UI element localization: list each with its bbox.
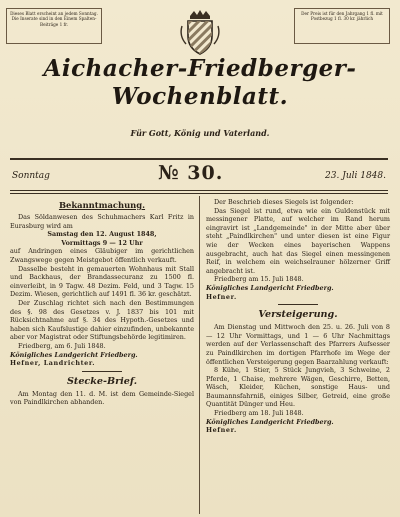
auction-time: Vormittags 9 — 12 Uhr [61,238,143,247]
masthead-title-line1: Aichacher-Friedberger- [43,55,357,82]
right-column [206,198,390,435]
issue-day: Sonntag [12,171,50,181]
header-rule-top [10,158,388,160]
notice-text: Am Dienstag und Mittwoch den 25. u. 26. Juli von 8 — 12 Uhr Vormittags, und 1 — 6 Uhr Nachmittags werden auf der Verlassenschaft des Pfarrers Aufsesser zu Paindlkirchen im dortigen Pfarrhofe im Wege der öffentlichen Versteigerung gegen Baarzahlung verkauft: [206,323,390,366]
notice-place-date: Friedberg, am 6. Juli 1848. [18,341,106,350]
separator [278,304,318,305]
notice-place-date: Friedberg am 15. Juli 1848. [214,275,304,284]
notice-heading: Bekanntmachung. [58,200,146,210]
notice-text: Dasselbe besteht in gemauerten Wohnhaus mit Stall und Backhaus, der Brandassecuranz zu 1500 fl. einverleibt, in 9 Tagw. 48 Dezim. Feld, und 3 Tagw. 15 Dezim. Wiesen, gerichtlich auf 1491 fl. 36 kr. geschätzt. [10,264,194,299]
notice-heading: Versteigerung. [258,309,338,321]
notice-text: auf Andringen eines Gläubiger im gerichtlichen Zwangswege gegen Meistgebot öffentlich verkauft. [10,247,194,264]
notice-text: 8 Kühe, 1 Stier, 5 Stück Jungvieh, 3 Schweine, 2 Pferde, 1 Chaise, mehrere Wägen, Geschirre, Betten, Wäsch, Kleider, Küchen, sonstige Haus- und Baumannsfahrniß, einiges Silber, Getreid, eine große Quantität Dünger und Heu. [206,366,390,409]
notice-text: Der Zuschlag richtet sich nach den Bestimmungen des §. 98 des Gesetzes v. J. 1837 bis 101 mit Rücksichtnahme auf §. 34 des Hypoth.-Gesetzes und haben sich Kaufslustige dahier einzufinden, unbekannte aber vor Magistrat oder Stiftungsbehörde legitimiren. [10,298,194,342]
notice-text: Das Söldanwesen des Schuhmachers Karl Fritz in Eurasburg wird am [10,213,194,230]
column-divider [199,196,200,514]
motto: Für Gott, König und Vaterland. [130,128,270,138]
issue-number: № 30. [158,162,224,184]
notice-place-date: Friedberg am 18. Juli 1848. [214,409,304,418]
notice-signatory: Hefner. [206,426,237,435]
left-column [10,198,194,407]
header-rule-bottom [10,190,388,191]
notice-text: Am Montag den 11. d. M. ist dem Gemeinde-Siegel von Paindlkirchen abhanden. [10,389,194,407]
header-rule-bottom-2 [10,193,388,194]
masthead-title-line2: Wochenblatt. [111,83,289,110]
notice-signature: Königliches Landgericht Friedberg. [206,283,334,292]
coat-of-arms-icon [176,8,224,56]
notice-heading: Stecke-Brief. [66,375,138,387]
notice-signatory: Hefner. [206,292,237,301]
notice-signatory: Hefner, Landrichter. [10,359,96,368]
notice-text: Der Beschrieb dieses Siegels ist folgender: [214,198,354,206]
separator [82,371,122,372]
notice-text: Das Siegel ist rund, etwa wie ein Guldenstück mit messingener Platte, auf welcher im Rand herum eingravirt ist „Landgemeinde" in der Mitte aber über steht „Paindlkirchen" und unter diesen ist eine Figur wie der Wecken eines bayerischen Wappens ausgebracht, auch hat das Siegel einen messingenen Reif, in welchem ein weichselrauner hölzerner Griff angebracht ist. [206,206,390,275]
notice-signature: Königliches Landgericht Friedberg. [10,350,138,359]
auction-date: Samstag den 12. August 1848, [47,230,157,239]
notice-signature: Königliches Landgericht Friedberg. [206,417,334,426]
subscription-notice-right: Der Preis ist für den Jahrgang 1 fl. mit Postbezug 1 fl. 30 kr. jährlich [294,8,390,44]
subscription-notice-left: Dieses Blatt erscheint an jedem Sonntag. Die Inserate sind in den Einem Spalten-Beiträge 1 fr. [6,8,102,44]
issue-date: 23. Juli 1848. [325,171,386,181]
